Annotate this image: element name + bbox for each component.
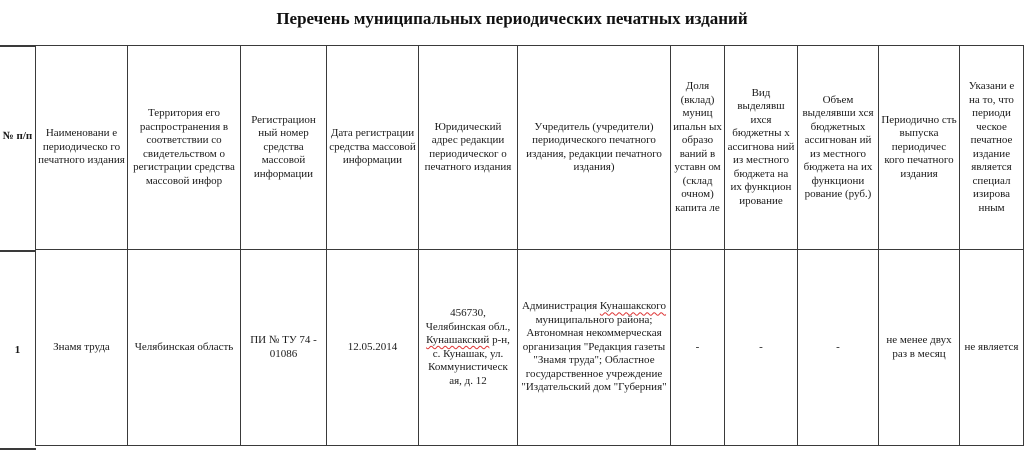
founder-text-rest: муниципального района; Автономная некоммерческая организация "Редакция газеты "Знамя труда"; Областное государственное учреждение "Издательский дом "Губерния" [521, 313, 667, 394]
table-bottom-border-left [0, 448, 36, 450]
spellcheck-word[interactable]: Кунашакского [599, 300, 667, 313]
cell-reg-number: ПИ № ТУ 74 - 01086 [241, 250, 327, 446]
founder-text: Администрация [521, 300, 600, 313]
cell-territory: Челябинская область [128, 250, 241, 446]
address-text: 456730, Челябинская обл., [425, 307, 511, 333]
header-budget-amount: Объем выделявши хся бюджетных ассигнован ий из местного бюджета на их функциони рование (руб.) [798, 46, 879, 250]
cell-founder [518, 250, 671, 446]
cell-budget-amount: - [798, 250, 879, 446]
cell-budget-type: - [725, 250, 798, 446]
cell-reg-date: 12.05.2014 [327, 250, 419, 446]
cell-periodicity: не менее двух раз в месяц [879, 250, 960, 446]
header-number: № п/п [2, 130, 33, 142]
table-top-border-left [0, 45, 36, 47]
table-header-row [36, 46, 1024, 250]
cell-share: - [671, 250, 725, 446]
header-periodicity: Периодично сть выпуска периодичес кого печатного издания [879, 46, 960, 250]
cell-specialized: не является [960, 250, 1024, 446]
row-divider-left [0, 250, 36, 252]
periodicals-table [35, 45, 1024, 446]
document-title: Перечень муниципальных периодических печатных изданий [276, 9, 748, 28]
header-budget-type: Вид выделявш ихся бюджетны х ассигнова ний из местного бюджета на их функцион ирование [725, 46, 798, 250]
header-reg-date: Дата регистрации средства массовой информации [327, 46, 419, 250]
header-reg-number: Регистрацион ный номер средства массовой информации [241, 46, 327, 250]
header-name: Наименовани е периодическо го печатного издания [36, 46, 128, 250]
table-row [36, 250, 1024, 446]
header-territory: Территория его распространения в соответствии со свидетельством о регистрации средства массовой инфор [128, 46, 241, 250]
header-share: Доля (вклад) муниц ипальн ых образо ваний в уставн ом (склад очном) капита ле [671, 46, 725, 250]
spellcheck-word[interactable]: Кунашакский [426, 334, 490, 346]
cell-address [419, 250, 518, 446]
cell-name: Знамя труда [36, 250, 128, 446]
header-address: Юридический адрес редакции периодическог о печатного издания [419, 46, 518, 250]
row-number: 1 [14, 344, 21, 356]
address-text-rest: р-н, с. Кунашак, ул. Коммунистическ ая, д. 12 [428, 334, 510, 387]
header-specialized: Указани е на то, что периоди ческое печатное издание является специал изирова нным [960, 46, 1024, 250]
header-founder: Учредитель (учредители) периодического печатного издания, редакции печатного издания) [518, 46, 671, 250]
